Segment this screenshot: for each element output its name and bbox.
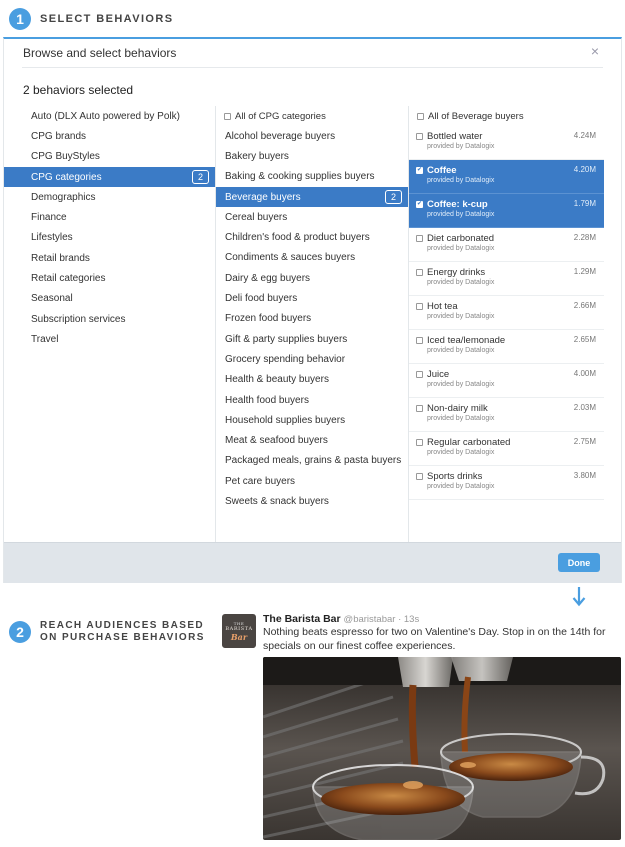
audience-size: 4.00M: [573, 369, 596, 378]
cpg-subcategory-item[interactable]: [216, 370, 408, 390]
cpg-subcategory-item[interactable]: [216, 248, 408, 268]
behavior-item[interactable]: [409, 330, 604, 364]
checkbox[interactable]: ✔: [416, 167, 423, 173]
all-beverage-label: All of Beverage buyers: [428, 110, 524, 122]
checkbox[interactable]: [417, 113, 424, 120]
cpg-subcategory-item[interactable]: [216, 187, 408, 207]
cpg-subcategory-item[interactable]: [216, 288, 408, 308]
cpg-subcategory-label: Cereal buyers: [225, 211, 288, 223]
cpg-subcategory-label: Beverage buyers: [225, 191, 301, 203]
category-label: Lifestyles: [31, 232, 73, 244]
tweet-author-name[interactable]: The Barista Bar: [263, 613, 341, 625]
step-2-title-line-2: ON PURCHASE BEHAVIORS: [40, 632, 205, 643]
behavior-name: Coffee: [427, 164, 457, 176]
step-2-header: [9, 620, 205, 644]
step-1-title: SELECT BEHAVIORS: [40, 13, 174, 25]
checkbox[interactable]: [416, 371, 423, 378]
cpg-subcategory-label: Condiments & sauces buyers: [225, 252, 356, 264]
cpg-subcategory-label: Pet care buyers: [225, 475, 296, 487]
checkbox[interactable]: [416, 439, 423, 446]
cpg-subcategory-item[interactable]: [216, 268, 408, 288]
audience-size: 2.03M: [573, 403, 596, 412]
cpg-subcategory-label: Deli food buyers: [225, 293, 298, 305]
panel-footer: [4, 542, 621, 583]
behavior-item[interactable]: [409, 194, 604, 228]
category-item[interactable]: [4, 289, 215, 309]
cpg-subcategory-item[interactable]: [216, 207, 408, 227]
checkbox[interactable]: [416, 269, 423, 276]
cpg-subcategory-item[interactable]: [216, 126, 408, 146]
audience-size: 2.65M: [573, 335, 596, 344]
category-label: Demographics: [31, 191, 96, 203]
step-2-title-line-1: REACH AUDIENCES BASED: [40, 620, 205, 631]
data-provider: provided by Datalogix: [427, 143, 495, 150]
cpg-subcategory-column: [216, 106, 409, 543]
title-divider: [22, 67, 603, 68]
cpg-subcategory-item[interactable]: [216, 349, 408, 369]
data-provider: provided by Datalogix: [427, 381, 495, 388]
all-beverage-checkbox-row[interactable]: [409, 106, 604, 126]
data-provider: provided by Datalogix: [427, 449, 495, 456]
data-provider: provided by Datalogix: [427, 313, 495, 320]
tweet-header: [263, 613, 419, 625]
data-provider: provided by Datalogix: [427, 483, 495, 490]
cpg-subcategory-label: Bakery buyers: [225, 150, 289, 162]
behavior-item[interactable]: [409, 296, 604, 330]
close-icon[interactable]: ×: [590, 43, 599, 59]
selected-count: 2 behaviors selected: [23, 83, 134, 97]
behavior-name: Juice: [427, 368, 450, 380]
behavior-name: Coffee: k-cup: [427, 198, 488, 210]
data-provider: provided by Datalogix: [427, 177, 495, 184]
cpg-subcategory-label: Sweets & snack buyers: [225, 495, 329, 507]
arrow-down-icon: [572, 587, 586, 609]
cpg-subcategory-item[interactable]: [216, 146, 408, 166]
cpg-subcategory-label: Health food buyers: [225, 394, 309, 406]
cpg-subcategory-item[interactable]: [216, 491, 408, 511]
behavior-name: Hot tea: [427, 300, 458, 312]
behavior-item[interactable]: [409, 364, 604, 398]
checkbox[interactable]: [416, 473, 423, 480]
category-label: Finance: [31, 212, 67, 224]
category-item[interactable]: [4, 268, 215, 288]
cpg-subcategory-label: Household supplies buyers: [225, 414, 346, 426]
behavior-item[interactable]: [409, 432, 604, 466]
behavior-name: Diet carbonated: [427, 232, 495, 244]
cpg-subcategory-label: Baking & cooking supplies buyers: [225, 171, 375, 183]
step-2-number: 2: [9, 621, 31, 643]
category-label: Seasonal: [31, 293, 73, 305]
data-provider: provided by Datalogix: [427, 279, 495, 286]
cpg-subcategory-item[interactable]: [216, 167, 408, 187]
cpg-subcategory-item[interactable]: [216, 309, 408, 329]
checkbox[interactable]: [416, 405, 423, 412]
beverage-column: [409, 106, 604, 543]
cpg-subcategory-item[interactable]: [216, 390, 408, 410]
cpg-subcategory-label: Children's food & product buyers: [225, 232, 370, 244]
checkbox[interactable]: ✔: [416, 201, 423, 207]
cpg-subcategory-item[interactable]: [216, 227, 408, 247]
category-item[interactable]: [4, 126, 215, 146]
selected-count-badge: 2: [192, 170, 209, 184]
checkbox[interactable]: [416, 235, 423, 242]
cpg-subcategory-label: Gift & party supplies buyers: [225, 333, 348, 345]
behavior-item[interactable]: [409, 126, 604, 160]
audience-size: 3.80M: [573, 471, 596, 480]
category-item[interactable]: [4, 106, 215, 126]
cpg-subcategory-label: Health & beauty buyers: [225, 374, 329, 386]
behavior-name: Energy drinks: [427, 266, 486, 278]
checkbox[interactable]: [416, 133, 423, 140]
category-label: Retail brands: [31, 252, 90, 264]
category-item[interactable]: [4, 147, 215, 167]
category-item[interactable]: [4, 167, 215, 187]
category-label: Retail categories: [31, 273, 106, 285]
audience-size: 1.79M: [573, 199, 596, 208]
behavior-item[interactable]: [409, 262, 604, 296]
espresso-photo[interactable]: [263, 657, 621, 840]
cpg-subcategory-label: Packaged meals, grains & pasta buyers: [225, 455, 402, 467]
behavior-name: Iced tea/lemonade: [427, 334, 506, 346]
cpg-subcategory-label: Dairy & egg buyers: [225, 272, 311, 284]
cpg-subcategory-label: Grocery spending behavior: [225, 353, 346, 365]
panel-title: Browse and select behaviors: [23, 46, 177, 60]
category-item[interactable]: [4, 329, 215, 349]
data-provider: provided by Datalogix: [427, 347, 495, 354]
behavior-name: Sports drinks: [427, 470, 483, 482]
tweet-text: Nothing beats espresso for two on Valentine's Day. Stop in on the 14th for specials on our finest coffee experiences.: [263, 626, 606, 652]
category-label: CPG brands: [31, 130, 87, 142]
audience-size: 2.75M: [573, 437, 596, 446]
category-item[interactable]: [4, 228, 215, 248]
data-provider: provided by Datalogix: [427, 245, 495, 252]
step-1-header: [9, 8, 173, 30]
all-cpg-checkbox-row[interactable]: [216, 106, 408, 126]
category-label: Travel: [31, 333, 59, 345]
cpg-subcategory-item[interactable]: [216, 430, 408, 450]
data-provider: provided by Datalogix: [427, 415, 495, 422]
behavior-name: Non-dairy milk: [427, 402, 488, 414]
step-2-title: [40, 620, 205, 644]
audience-size: 2.28M: [573, 233, 596, 242]
category-item[interactable]: [4, 187, 215, 207]
category-item[interactable]: [4, 207, 215, 227]
category-label: Subscription services: [31, 313, 126, 325]
avatar[interactable]: THE BARISTA Bar: [222, 614, 256, 648]
selected-count-badge: 2: [385, 190, 402, 204]
cpg-subcategory-label: Frozen food buyers: [225, 313, 312, 325]
tweet-handle-time[interactable]: @baristabar · 13s: [343, 614, 420, 625]
cpg-subcategory-item[interactable]: [216, 451, 408, 471]
audience-size: 4.24M: [573, 131, 596, 140]
behavior-item[interactable]: [409, 228, 604, 262]
category-item[interactable]: [4, 248, 215, 268]
category-label: Auto (DLX Auto powered by Polk): [31, 110, 180, 122]
category-label: CPG BuyStyles: [31, 151, 100, 163]
category-column: [4, 106, 216, 543]
behavior-item[interactable]: [409, 398, 604, 432]
behavior-item[interactable]: [409, 466, 604, 500]
data-provider: provided by Datalogix: [427, 211, 495, 218]
checkbox[interactable]: [416, 303, 423, 310]
cpg-subcategory-label: Alcohol beverage buyers: [225, 130, 336, 142]
done-button[interactable]: Done: [558, 553, 600, 572]
cpg-subcategory-item[interactable]: [216, 471, 408, 491]
checkbox[interactable]: [416, 337, 423, 344]
cpg-subcategory-item[interactable]: [216, 410, 408, 430]
cpg-subcategory-label: Meat & seafood buyers: [225, 435, 328, 447]
behavior-name: Regular carbonated: [427, 436, 511, 448]
category-label: CPG categories: [31, 171, 102, 183]
all-cpg-label: All of CPG categories: [235, 110, 326, 122]
audience-size: 2.66M: [573, 301, 596, 310]
checkbox[interactable]: [224, 113, 231, 120]
behavior-name: Bottled water: [427, 130, 483, 142]
cpg-subcategory-item[interactable]: [216, 329, 408, 349]
behavior-item[interactable]: [409, 160, 604, 194]
audience-size: 1.29M: [573, 267, 596, 276]
select-behaviors-panel: [3, 37, 622, 583]
step-1-number: 1: [9, 8, 31, 30]
category-item[interactable]: [4, 309, 215, 329]
audience-size: 4.20M: [573, 165, 596, 174]
